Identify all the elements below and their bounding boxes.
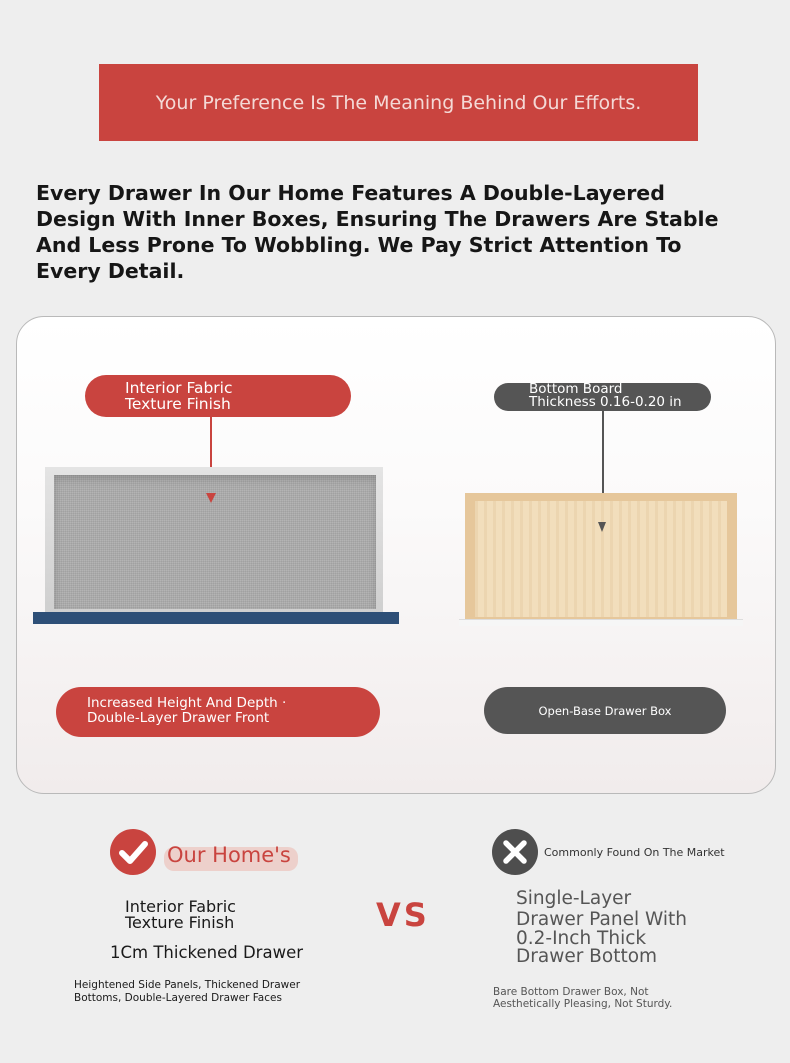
wood-drawer-base	[459, 619, 743, 626]
height-label-line2: Double-Layer Drawer Front	[87, 710, 270, 726]
height-depth-label	[56, 687, 380, 737]
banner-text: Your Preference Is The Meaning Behind Our Efforts.	[155, 91, 642, 114]
our-desc-line1: Heightened Side Panels, Thickened Drawer	[74, 979, 301, 991]
board-drawer-pointer-tip	[598, 522, 606, 532]
market-feature-line2: Drawer Panel With	[516, 909, 687, 930]
height-label-line1: Increased Height And Depth ·	[87, 695, 287, 711]
fabric-label-line2: Texture Finish	[125, 395, 231, 413]
market-title: Commonly Found On The Market	[544, 846, 725, 859]
vs-label: VS	[376, 896, 430, 934]
top-banner	[99, 64, 698, 141]
close-icon	[492, 829, 538, 875]
our-feature-line2: Texture Finish	[125, 913, 235, 932]
comparison-card	[16, 316, 776, 794]
market-feature-line3: 0.2-Inch Thick	[516, 928, 647, 949]
fabric-finish-label	[85, 375, 351, 417]
fabric-drawer-pointer-tip	[206, 493, 216, 503]
market-feature-line4: Drawer Bottom	[516, 946, 658, 967]
wood-drawer-image	[465, 493, 737, 623]
check-icon	[110, 829, 156, 875]
bottom-board-label	[494, 383, 711, 411]
fabric-label-line1: Interior Fabric	[125, 379, 233, 397]
wood-drawer-interior	[475, 501, 727, 617]
our-desc-line2: Bottoms, Double-Layered Drawer Faces	[74, 992, 282, 1004]
open-base-label	[484, 687, 726, 734]
our-feature-line1: Interior Fabric	[125, 897, 236, 916]
open-base-text: Open-Base Drawer Box	[538, 703, 672, 718]
fabric-drawer-base	[33, 612, 399, 624]
market-feature-line1: Single-Layer	[516, 888, 632, 909]
fabric-drawer-image	[45, 467, 383, 612]
our-feature-line3: 1Cm Thickened Drawer	[110, 943, 304, 962]
intro-text: Every Drawer In Our Home Features A Double-Layered Design With Inner Boxes, Ensuring The Drawers Are Stable And Less Prone To Wobbling. We Pay Strict Attention To Every Detail.	[36, 181, 719, 283]
board-label-line1: Bottom Board	[529, 381, 623, 397]
our-title: Our Home's	[167, 843, 291, 867]
market-desc-line1: Bare Bottom Drawer Box, Not	[493, 986, 649, 998]
board-label-line2: Thickness 0.16-0.20 in	[529, 394, 682, 410]
market-desc-line2: Aesthetically Pleasing, Not Sturdy.	[493, 998, 673, 1010]
